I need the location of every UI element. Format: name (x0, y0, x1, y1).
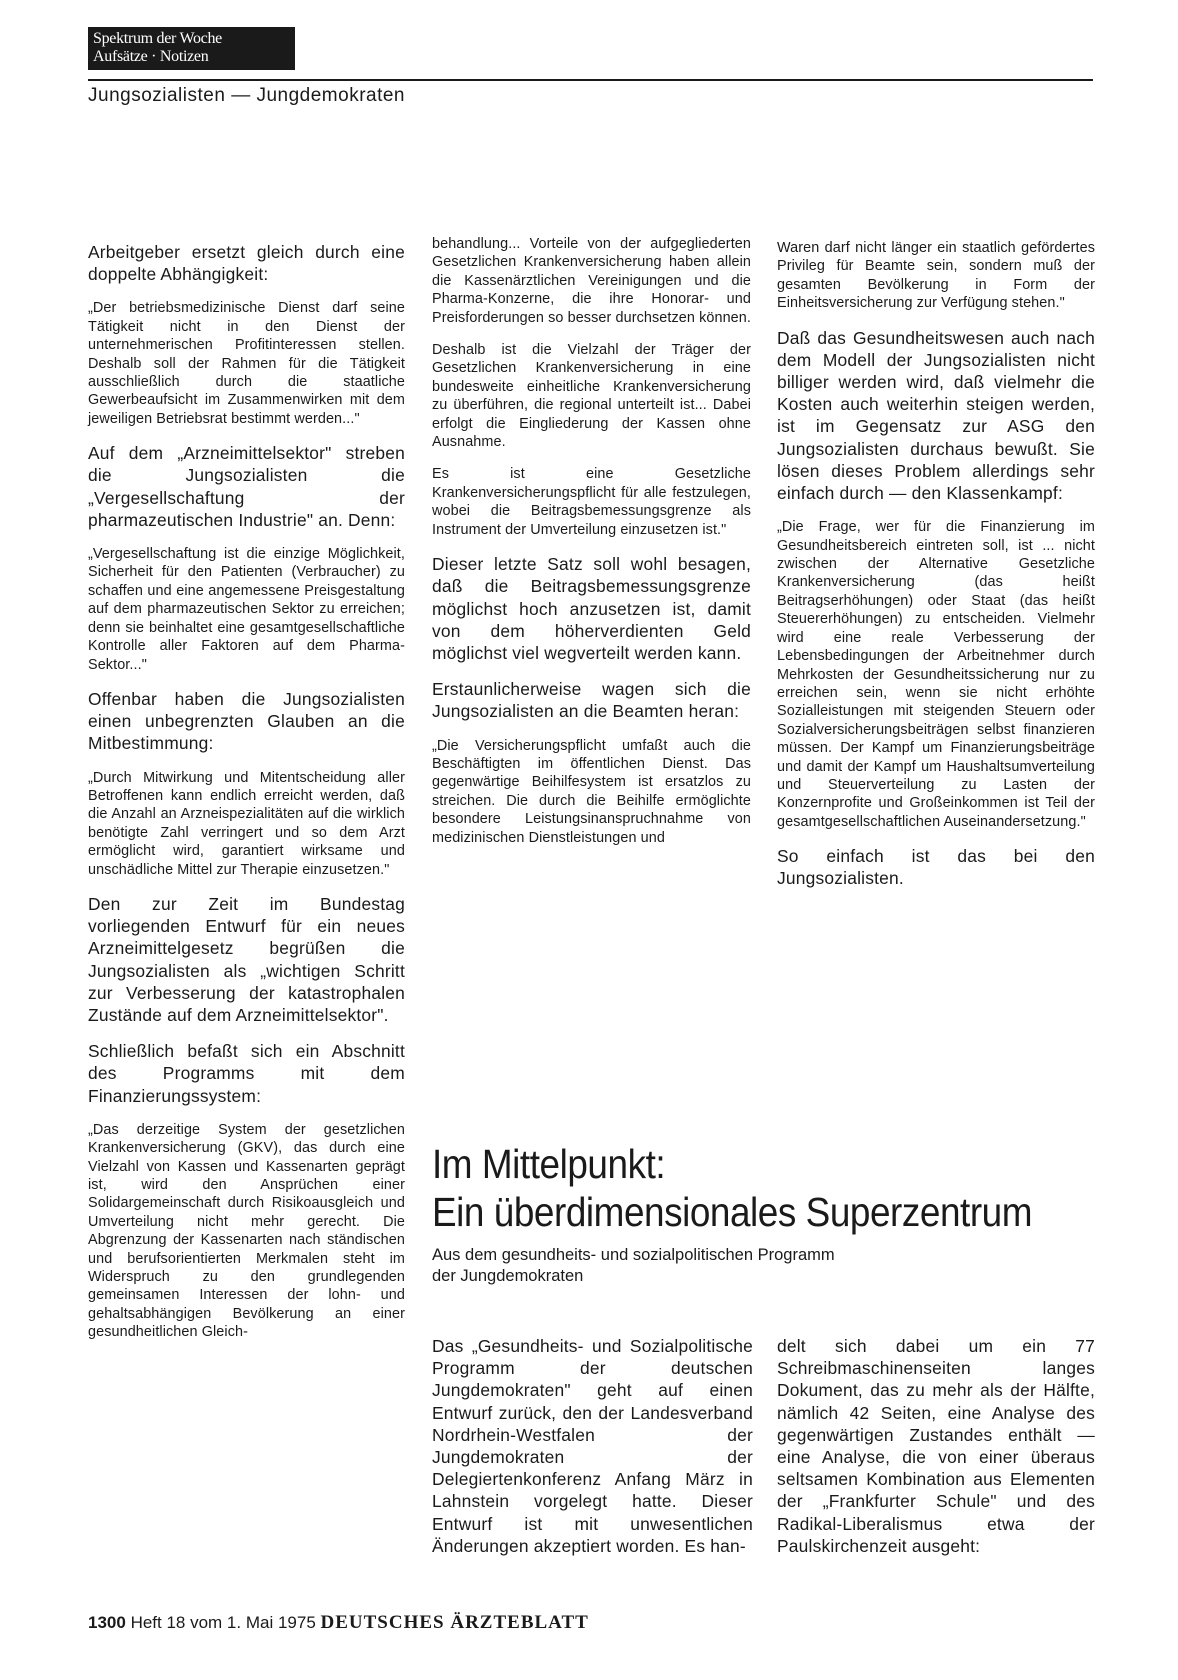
paragraph: Auf dem „Arzneimittelsektor" streben die Jungsozialisten die „Vergesellschaftung der pharmazeutischen Industrie" an. Denn: (88, 443, 405, 530)
section-label (88, 27, 295, 70)
article-subhead (432, 1245, 952, 1287)
paragraph: Arbeitgeber ersetzt gleich durch eine doppelte Abhängigkeit: (88, 242, 405, 285)
quote-paragraph: Es ist eine Gesetzliche Krankenversicherungspflicht für alle festzulegen, wobei die Beitragsbemessungsgrenze als Instrument der Umverteilung einzusetzen ist." (432, 466, 751, 538)
quote-paragraph: „Der betriebsmedizinische Dienst darf seine Tätigkeit nicht in den Dienst der unternehmerischen Profitinteressen stellen. Deshalb soll der Rahmen für die Tätigkeit ausschließlich durch die staatliche Gewerbeaufsicht im Zusammenwirken mit dem jeweiligen Betriebsrat bestimmt werden..." (88, 300, 405, 427)
column-1 (88, 241, 405, 1356)
page-footer (88, 1612, 589, 1634)
section-label-line2: Aufsätze · Notizen (93, 48, 209, 65)
quote-paragraph: „Die Frage, wer für die Finanzierung im Gesundheitsbereich eintreten soll, ist ... nicht zwischen der Alternative Gesetzliche Krankenversicherung (das heißt Beitragserhöhungen) oder Staat (das heißt Steuererhöhungen) zu entscheiden. Vielmehr wird eine reale Verbesserung der Lebensbedingungen der Arbeitnehmer durch Mehrkosten der Gesundheitssicherung nur zu erreichen sein, wenn sie nicht erhöhte Sozialleistungen mit steigenden Steuern oder Sozialversicherungsbeiträgen selbst finanzieren müssen. Der Kampf um Finanzierungsbeiträge und damit der Kampf um Haushaltsumverteilung und Steuerverteilung zu Lasten der Konzernprofite und Großeinkommen ist Teil der gesamtgesellschaftlichen Auseinandersetzung." (777, 519, 1095, 830)
column-3 (777, 239, 1095, 904)
subhead-line2: der Jungdemokraten (432, 1267, 584, 1285)
page-number: 1300 (88, 1613, 126, 1632)
quote-paragraph: „Vergesellschaftung ist die einzige Möglichkeit, Sicherheit für den Patienten (Verbraucher) zu schaffen und eine angemessene Preisgestaltung auf dem pharmazeutischen Sektor zu erreichen; denn sie beinhaltet eine gesamtgesellschaftliche Kontrolle aller Faktoren auf dem Pharma-Sektor..." (88, 546, 405, 673)
issue-info: Heft 18 vom 1. Mai 1975 (130, 1613, 316, 1632)
quote-paragraph: Deshalb ist die Vielzahl der Träger der Gesetzlichen Krankenversicherung in eine bundesweite einheitliche Krankenversicherung zu überführen, die regional unterteilt ist... Dabei erfolgt die Eingliederung der Kassen ohne Ausnahme. (432, 342, 751, 451)
headline-line2: Ein überdimensionales Superzentrum (432, 1189, 1033, 1235)
quote-paragraph: „Die Versicherungspflicht umfaßt auch die Beschäftigten im öffentlichen Dienst. Das gegenwärtige Beihilfesystem ist ersatzlos zu streichen. Die durch die Beihilfe ermöglichte besondere Leistungsinanspruchnahme von medizinischen Dienstleistungen und (432, 737, 751, 846)
section-title: Jungsozialisten — Jungdemokraten (88, 85, 406, 106)
headline-line1: Im Mittelpunkt: (432, 1141, 666, 1187)
article-headline (432, 1140, 1053, 1236)
quote-paragraph: Waren darf nicht länger ein staatlich gefördertes Privileg für Beamte sein, sondern muß der gesamten Bevölkerung in Form der Einheitsversicherung zur Verfügung stehen." (777, 240, 1095, 312)
quote-paragraph: „Durch Mitwirkung und Mitentscheidung aller Betroffenen kann endlich erreicht werden, daß die Anzahl an Arzneispezialitäten auf die wirklich benötigte Zahl verringert und so dem Arzt ermöglicht wird, garantiert wirksame und unschädliche Mittel zur Therapie einzusetzen." (88, 769, 405, 878)
section-label-line1: Spektrum der Woche (93, 30, 222, 47)
article-column-1 (432, 1335, 753, 1557)
publication-name: DEUTSCHES ÄRZTEBLATT (320, 1612, 589, 1633)
paragraph: Den zur Zeit im Bundestag vorliegenden Entwurf für ein neues Arzneimittelgesetz begrüßen die Jungsozialisten als „wichtigen Schritt zur Verbesserung der katastrophalen Zustände auf dem Arzneimittelsektor". (88, 893, 405, 1025)
paragraph: So einfach ist das bei den Jungsozialisten. (777, 846, 1095, 889)
paragraph: Offenbar haben die Jungsozialisten einen unbegrenzten Glauben an die Mitbestimmung: (88, 688, 405, 754)
quote-paragraph: „Das derzeitige System der gesetzlichen Krankenversicherung (GKV), das durch eine Vielzahl von Kassen und Kassenarten geprägt ist, wird den Ansprüchen einer Solidargemeinschaft durch Risikoausgleich und Umverteilung nicht mehr gerecht. Die Abgrenzung der Kassenarten nach ständischen und berufsorientierten Merkmalen steht im Widerspruch zu den grundlegenden gemeinsamen Interessen der lohn- und gehaltsabhängigen Bevölkerung an einer gesundheitlichen Gleich- (88, 1121, 405, 1341)
quote-paragraph: behandlung... Vorteile von der aufgegliederten Gesetzlichen Krankenversicherung haben allein die Kassenärztlichen Vereinigungen und die Pharma-Konzerne, die ihre Honorar- und Preisforderungen so besser durchsetzen können. (432, 236, 751, 326)
paragraph: Erstaunlicherweise wagen sich die Jungsozialisten an die Beamten heran: (432, 679, 751, 722)
paragraph: Dieser letzte Satz soll wohl besagen, daß die Beitragsbemessungsgrenze möglichst hoch anzusetzen ist, damit von dem höherverdienten Geld möglichst viel wegverteilt werden kann. (432, 554, 751, 663)
paragraph: Das „Gesundheits- und Sozialpolitische Programm der deutschen Jungdemokraten" geht auf einen Entwurf zurück, den der Landesverband Nordrhein-Westfalen der Jungdemokraten der Delegiertenkonferenz Anfang März in Lahnstein vorgelegt hatte. Dieser Entwurf ist mit unwesentlichen Änderungen akzeptiert worden. Es han- (432, 1336, 753, 1556)
paragraph: Schließlich befaßt sich ein Abschnitt des Programms mit dem Finanzierungssystem: (88, 1041, 405, 1106)
paragraph: delt sich dabei um ein 77 Schreibmaschinenseiten langes Dokument, das zu mehr als der Hälfte, nämlich 42 Seiten, eine Analyse des gegenwärtigen Zustandes enthält — eine Analyse, die von einer überaus seltsamen Kombination aus Elementen der „Frankfurter Schule" und des Radikal-Liberalismus etwa der Paulskirchenzeit ausgeht: (777, 1336, 1095, 1556)
paragraph: Daß das Gesundheitswesen auch nach dem Modell der Jungsozialisten nicht billiger werden wird, daß vielmehr die Kosten auch weiterhin steigen werden, ist im Gegensatz zur ASG den Jungsozialisten durchaus bewußt. Sie lösen dieses Problem allerdings sehr einfach durch — den Klassenkampf: (777, 327, 1095, 504)
subhead-line1: Aus dem gesundheits- und sozialpolitischen Programm (432, 1246, 835, 1264)
header-rule (88, 79, 1093, 81)
column-2 (432, 235, 751, 861)
article-column-2 (777, 1335, 1095, 1557)
